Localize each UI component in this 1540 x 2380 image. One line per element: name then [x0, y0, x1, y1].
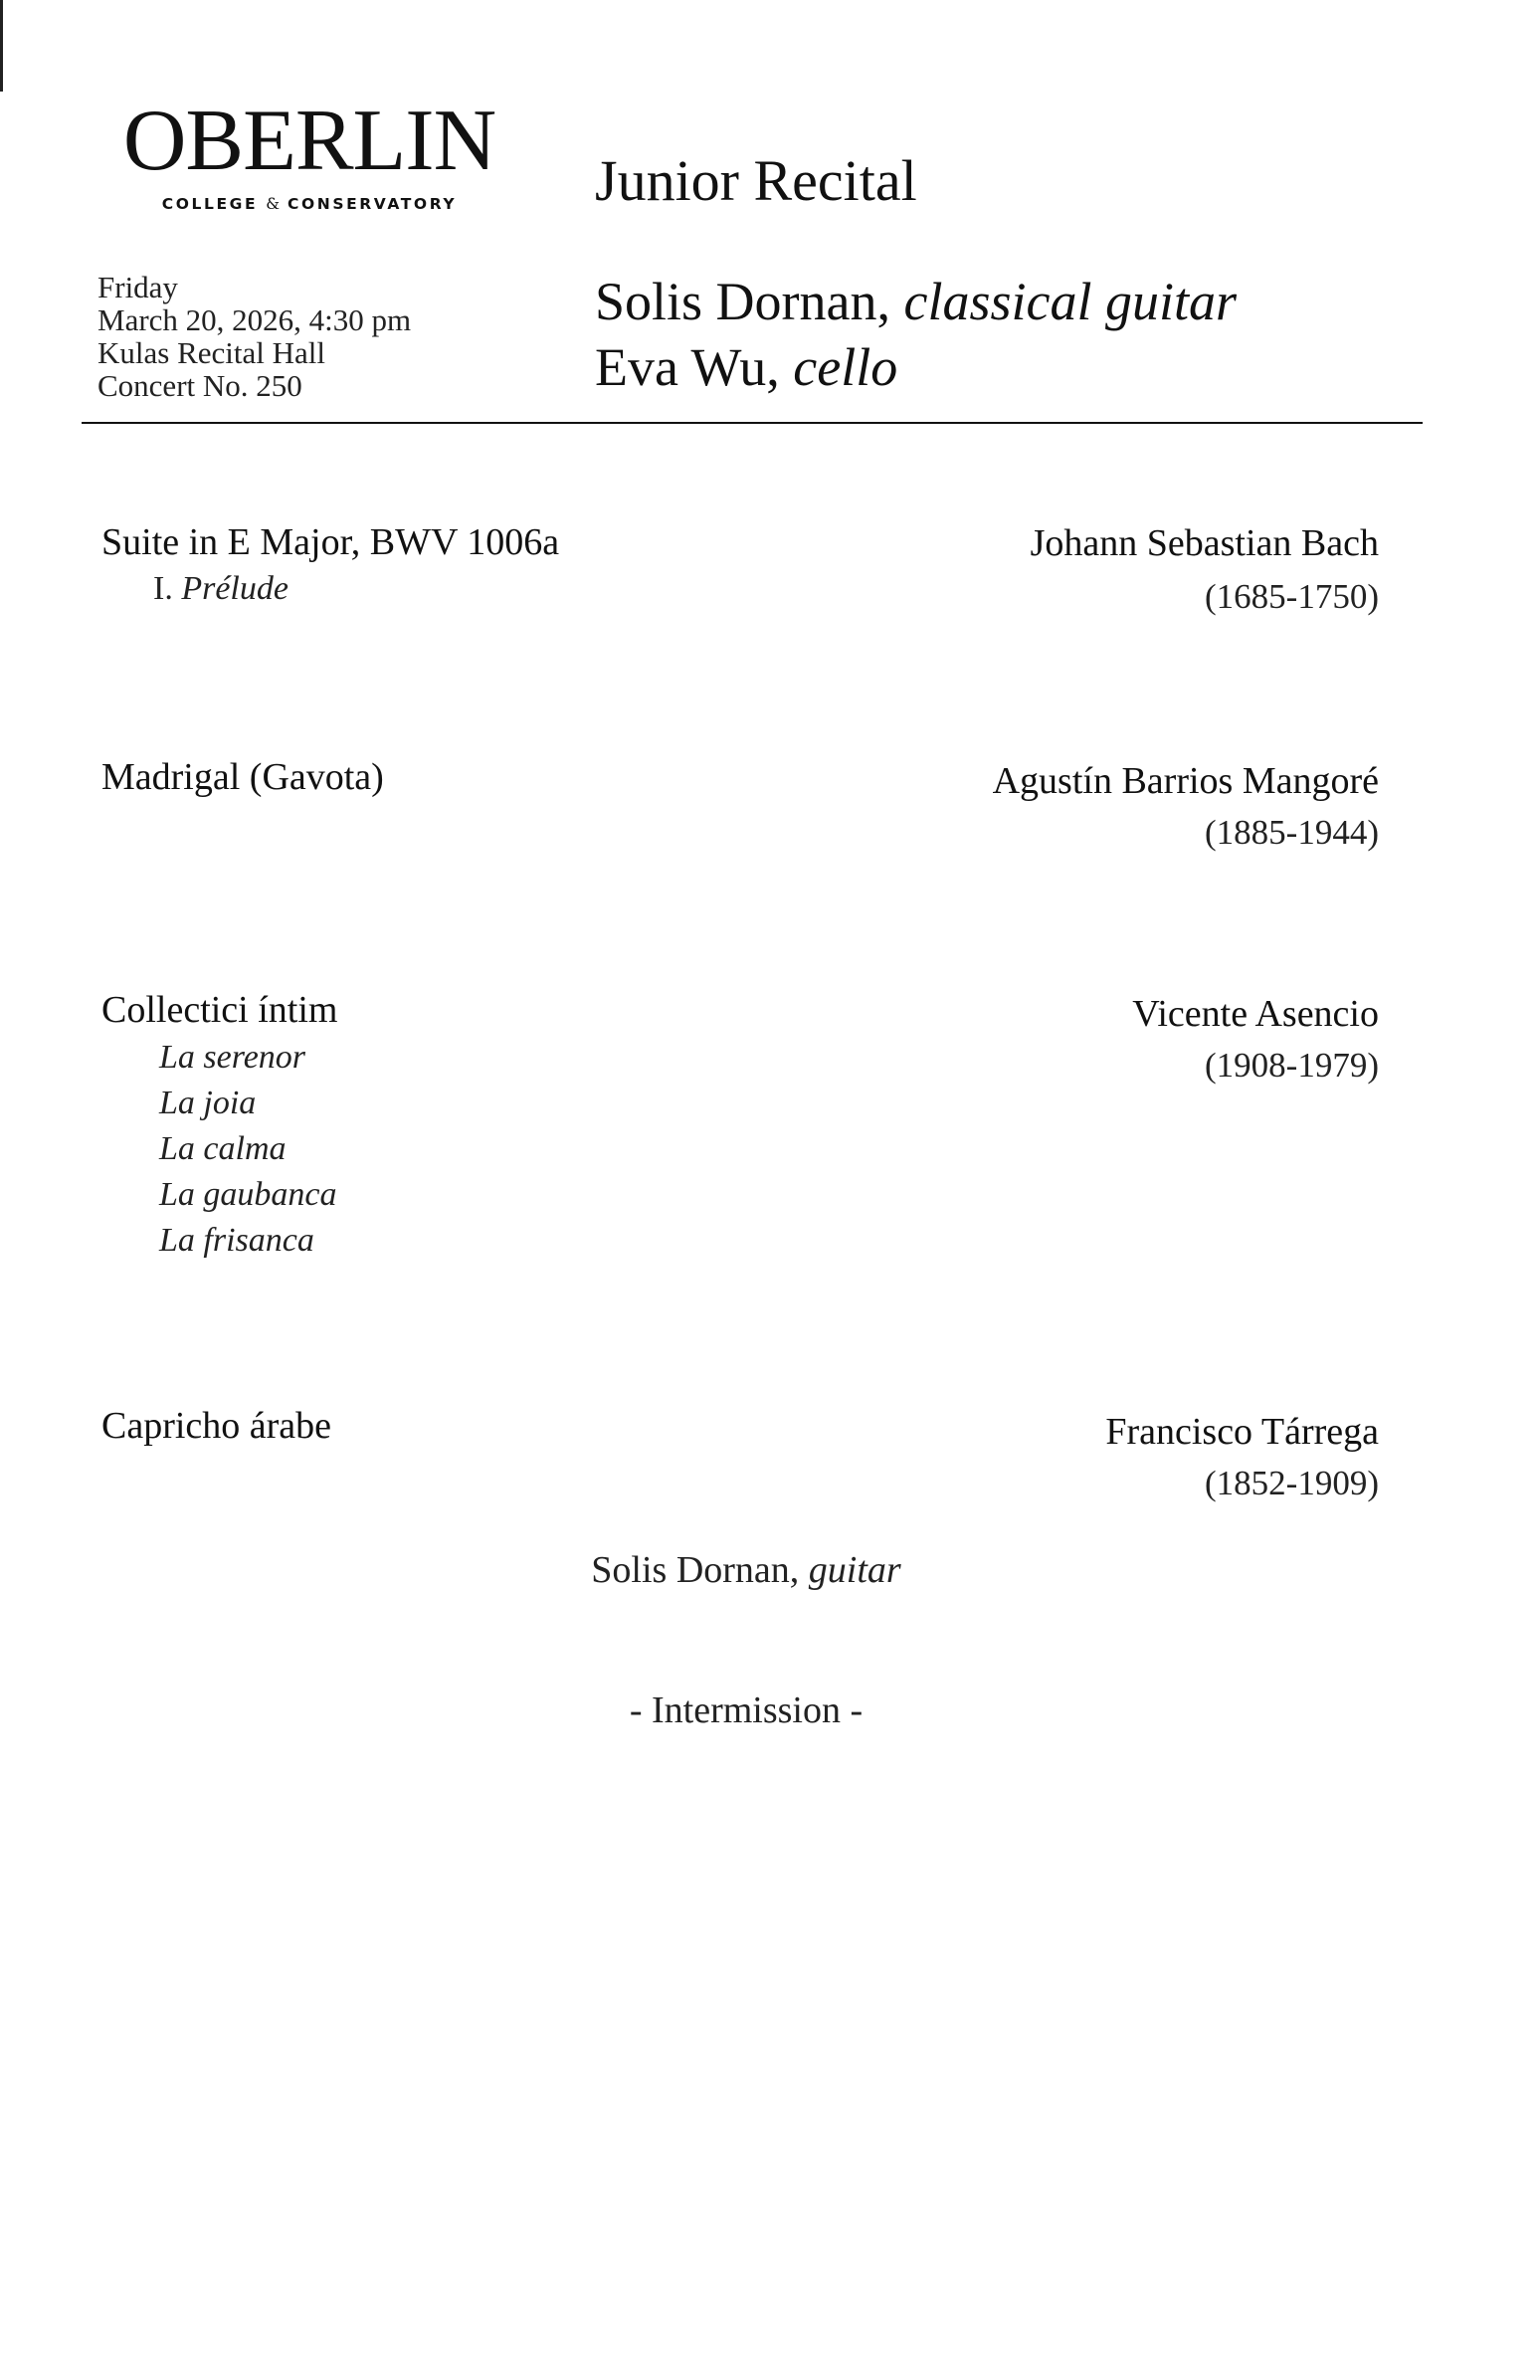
oberlin-logo: [111, 93, 507, 213]
movement-name: Prélude: [181, 570, 289, 607]
event-info: [97, 271, 411, 402]
composer-dates: (1852-1909): [1205, 1464, 1379, 1502]
movement-name: La joia: [159, 1085, 257, 1121]
performer-line: [595, 334, 1237, 400]
logo-sub-right: CONSERVATORY: [288, 195, 458, 213]
logo-sub-left: COLLEGE: [161, 195, 259, 213]
piece-title: Collectici íntim: [101, 989, 338, 1031]
header-divider: [82, 422, 1423, 424]
piece-title: Capricho árabe: [101, 1405, 332, 1447]
movement: [159, 1035, 305, 1081]
event-concert-number: Concert No. 250: [97, 368, 302, 403]
intermission-label: - Intermission -: [629, 1689, 864, 1731]
piece-title: Madrigal (Gavota): [101, 756, 384, 798]
composer-dates: (1685-1750): [1205, 577, 1379, 616]
movement: [159, 1172, 337, 1218]
movement-name: La gaubanca: [159, 1176, 337, 1213]
composer-dates: (1885-1944): [1205, 813, 1379, 852]
movement: [159, 1218, 314, 1264]
logo-subtitle: [111, 195, 507, 213]
movement: [159, 1081, 256, 1126]
piece-title: Suite in E Major, BWV 1006a: [101, 521, 560, 563]
credit-name: Solis Dornan,: [591, 1549, 800, 1591]
performer-line: [595, 269, 1237, 334]
composer-name: Francisco Tárrega: [1105, 1411, 1379, 1453]
performers: [595, 269, 1237, 400]
credit-instrument: guitar: [808, 1549, 901, 1591]
performer-instrument: cello: [793, 337, 898, 397]
event-datetime: March 20, 2026, 4:30 pm: [97, 302, 412, 337]
performer-instrument: classical guitar: [903, 272, 1237, 331]
event-venue: Kulas Recital Hall: [97, 335, 325, 370]
recital-title: Junior Recital: [595, 148, 917, 213]
composer-name: Agustín Barrios Mangoré: [992, 760, 1379, 802]
movement-number: I.: [153, 570, 173, 607]
movement-name: La serenor: [159, 1039, 306, 1076]
movement: [159, 1126, 287, 1172]
logo-name: OBERLIN: [122, 93, 496, 189]
logo-ampersand: &: [266, 195, 280, 213]
movement-name: La frisanca: [159, 1222, 314, 1259]
movement-name: La calma: [159, 1130, 287, 1167]
event-day: Friday: [97, 270, 178, 304]
performer-name: Solis Dornan,: [595, 272, 890, 331]
movement: [153, 566, 289, 612]
performer-name: Eva Wu,: [595, 337, 780, 397]
scan-edge-mark: [0, 0, 3, 92]
composer-dates: (1908-1979): [1205, 1046, 1379, 1085]
composer-name: Vicente Asencio: [1132, 993, 1379, 1035]
performer-credit: [0, 1547, 1492, 1593]
composer-name: Johann Sebastian Bach: [1030, 522, 1379, 564]
